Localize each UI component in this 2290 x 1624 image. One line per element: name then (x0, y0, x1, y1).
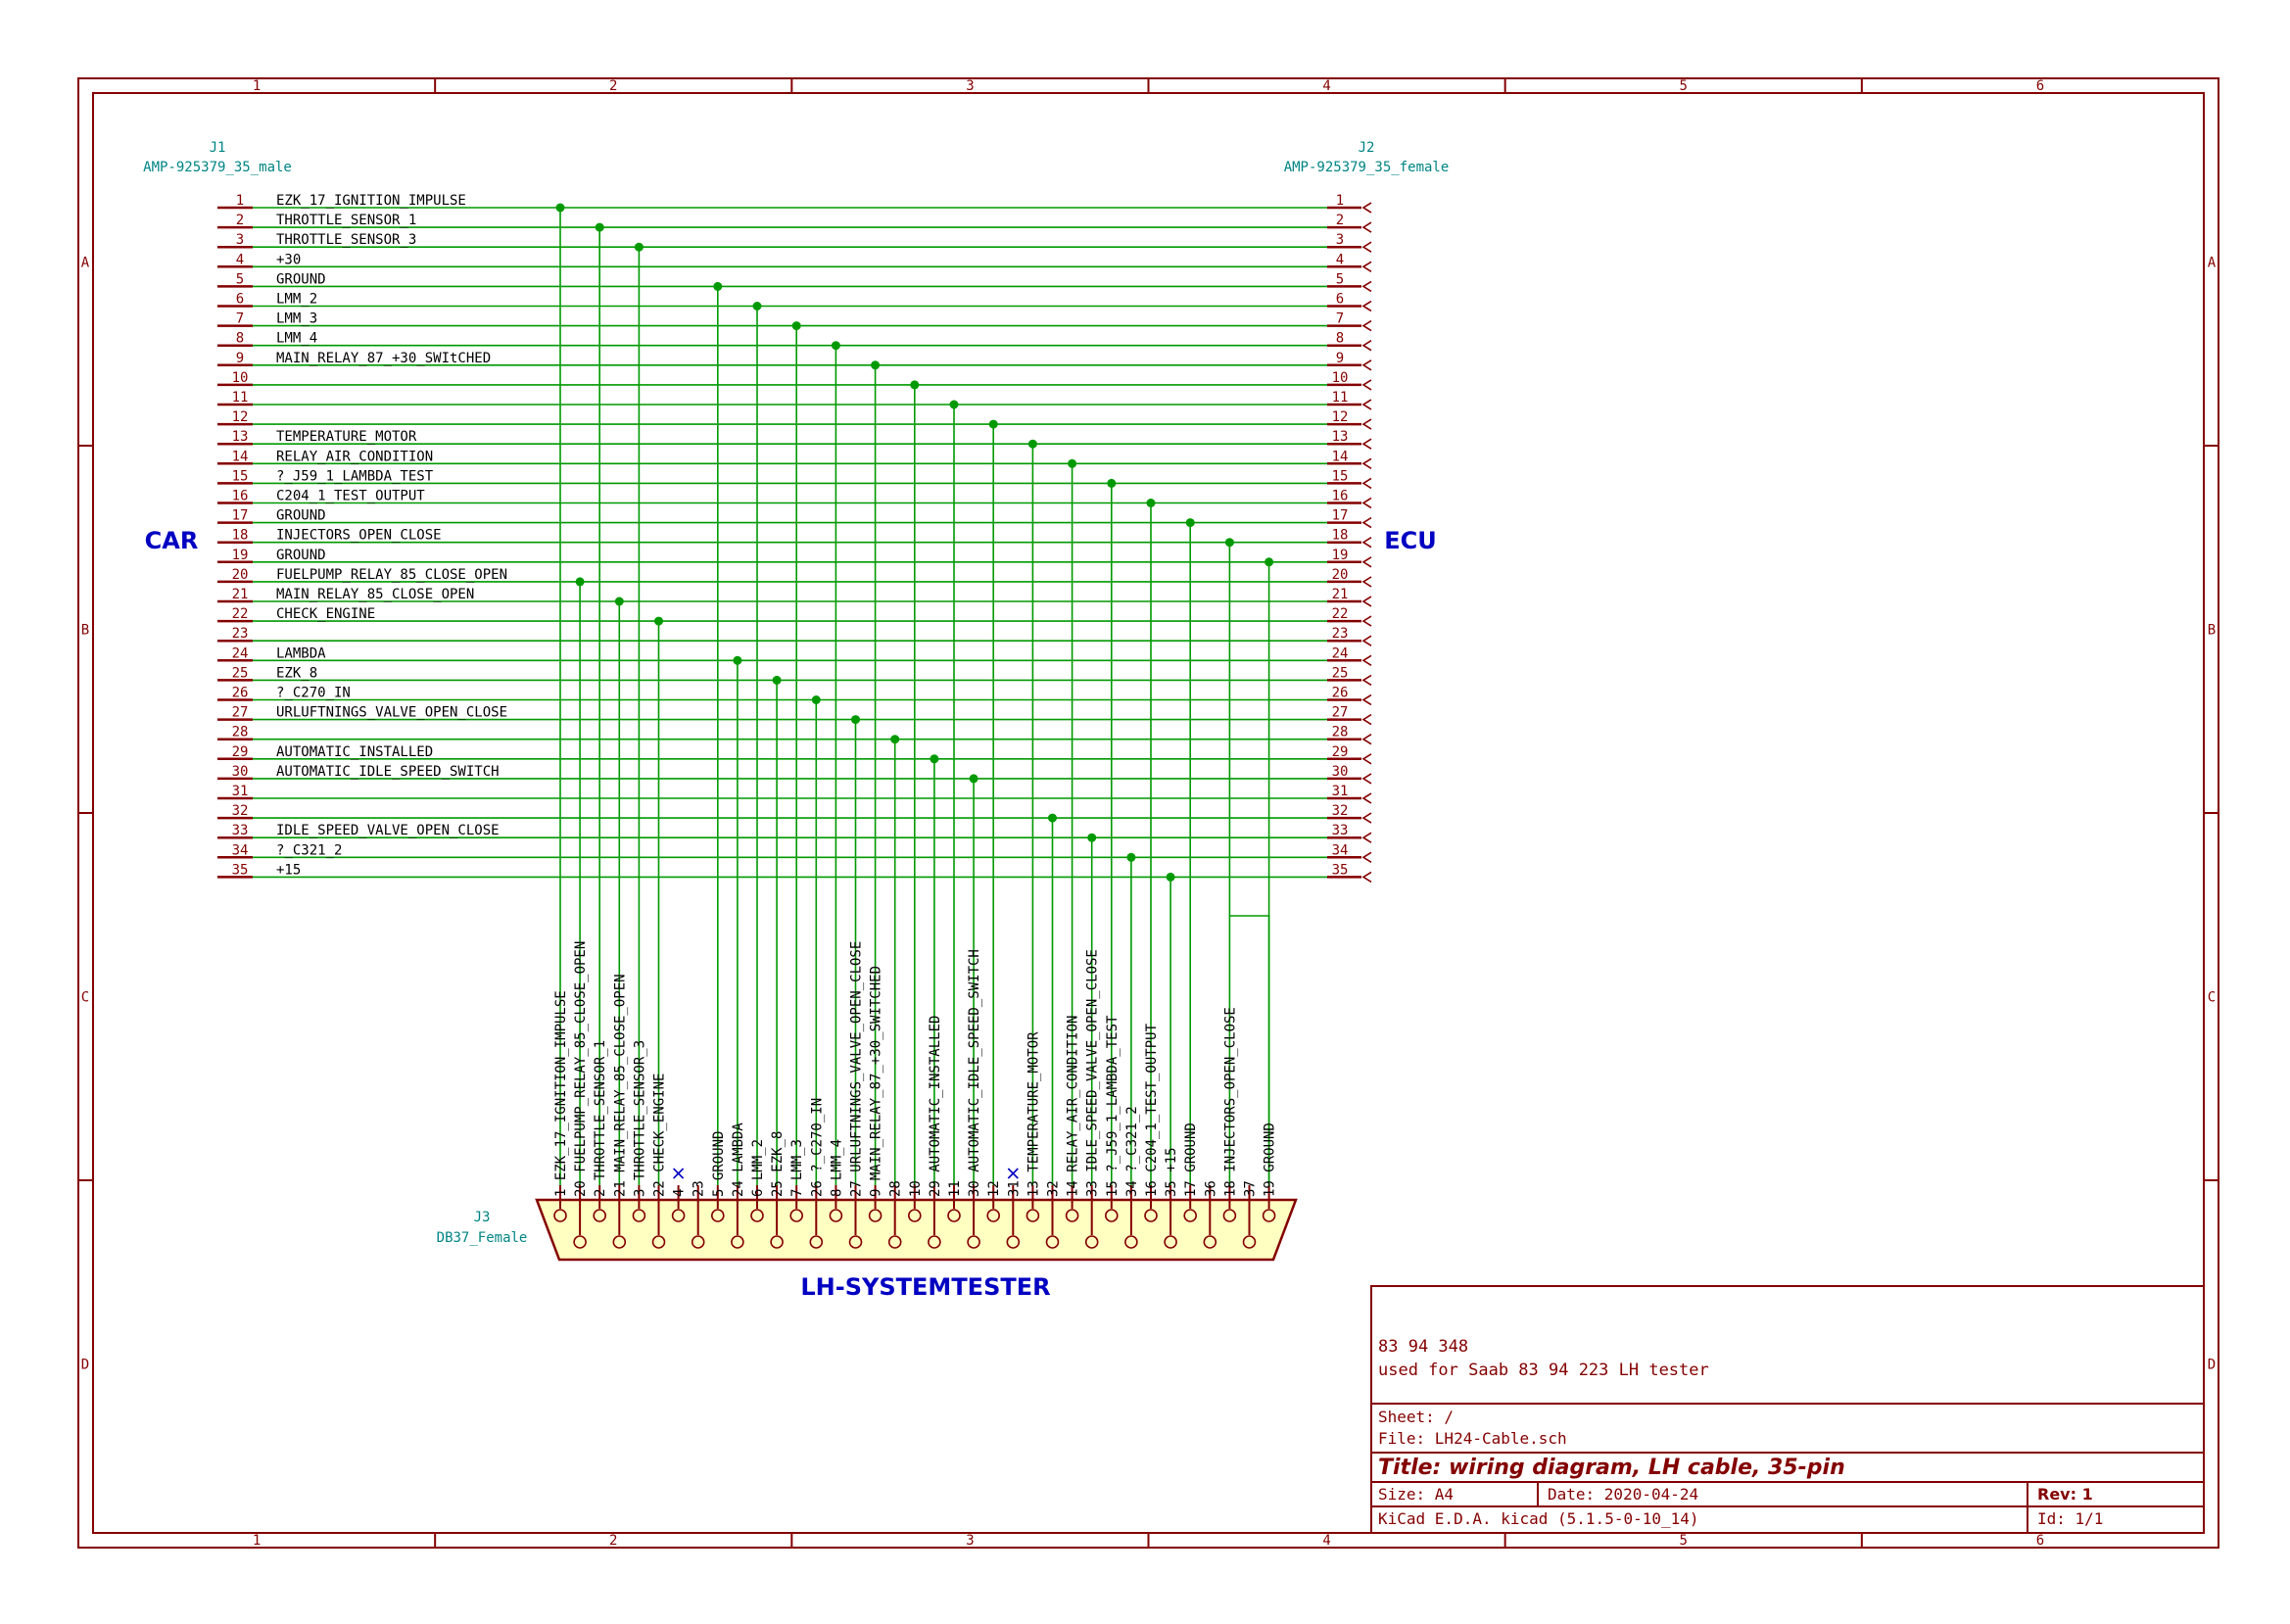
j2-socket-mark (1363, 754, 1371, 764)
j2-pin-number: 28 (1331, 724, 1349, 740)
j2-pin-number: 7 (1335, 310, 1345, 327)
j2-socket-mark (1363, 242, 1371, 252)
j1-pin-number: 1 (235, 193, 245, 209)
wire-junction (950, 401, 959, 409)
frame-row-label-left: A (80, 255, 90, 271)
wire-junction (733, 656, 741, 665)
j1-pin-signal-name: EZK_8 (276, 665, 318, 682)
j3-pin-label: 12 (986, 1180, 1003, 1197)
j1-pin-number: 19 (231, 547, 249, 563)
j1-value: AMP-925379_35_male (143, 160, 292, 175)
title-date: Date: 2020-04-24 (1548, 1485, 1699, 1504)
j1-pin-signal-name: +30 (276, 252, 302, 268)
j1-pin-signal-name: +15 (276, 862, 302, 879)
j1-pin-number: 31 (231, 784, 249, 799)
wire-junction (989, 420, 998, 429)
j1-pin-number: 24 (231, 645, 249, 662)
j2-socket-mark (1363, 400, 1371, 409)
j2-value: AMP-925379_35_female (1283, 160, 1450, 175)
j1-pin-number: 5 (235, 271, 245, 288)
j3-pin-label: 13 TEMPERATURE_MOTOR (1026, 1031, 1042, 1197)
j2-socket-mark (1363, 655, 1371, 665)
j2-socket-mark (1363, 597, 1371, 606)
j1-pin-number: 27 (231, 704, 249, 721)
frame-col-label-top: 4 (1322, 78, 1331, 94)
j2-socket-mark (1363, 321, 1371, 331)
wire-junction (871, 360, 880, 369)
title-sheet: Sheet: / (1378, 1408, 1455, 1426)
j3-pin-label: 36 (1203, 1180, 1219, 1197)
wire-junction (1167, 873, 1175, 882)
j1-pin-signal-name: AUTOMATIC_INSTALLED (276, 743, 434, 760)
j1-pin-signal-name: GROUND (276, 271, 326, 288)
j1-pin-signal-name: LMM_2 (276, 291, 318, 308)
j2-pin-number: 19 (1331, 547, 1349, 563)
j1-pin-number: 12 (231, 409, 249, 426)
j1-pin-signal-name: EZK_17_IGNITION_IMPULSE (276, 193, 466, 209)
j1-pin-signal-name: CHECK_ENGINE (276, 606, 376, 623)
j1-pin-signal-name: ?_J59_1_LAMBDA_TEST (276, 468, 434, 485)
j3-pin-label: 21 MAIN_RELAY_85_CLOSE_OPEN (612, 974, 629, 1197)
j2-socket-mark (1363, 636, 1371, 645)
j1-pin-number: 8 (235, 330, 245, 347)
j2-pin-number: 21 (1331, 587, 1349, 602)
j2-socket-mark (1363, 557, 1371, 567)
j3-connector-body (537, 1200, 1296, 1260)
wire-junction (910, 380, 919, 389)
j1-pin-number: 4 (235, 252, 245, 268)
j1-pin-signal-name: MAIN_RELAY_87_+30_SWItCHED (276, 350, 492, 366)
j1-pin-signal-name: THROTTLE_SENSOR_3 (276, 232, 417, 249)
j2-pin-number: 17 (1331, 507, 1349, 524)
j2-pin-number: 9 (1335, 350, 1345, 366)
j1-pin-signal-name: LMM_3 (276, 310, 318, 327)
wire-junction (1028, 440, 1037, 449)
j3-pin-label: 4 (671, 1188, 688, 1197)
frame-row-label-left: B (80, 622, 90, 639)
j3-pin-label: 30 AUTOMATIC_IDLE_SPEED_SWITCH (967, 949, 983, 1197)
wire-junction (596, 223, 604, 232)
j3-pin-label: 5 GROUND (710, 1130, 727, 1197)
j3-pin-label: 34 ?_C321_2 (1123, 1106, 1140, 1197)
frame-col-label-top: 5 (1679, 78, 1688, 94)
j2-socket-mark (1363, 380, 1371, 390)
j2-pin-number: 24 (1331, 645, 1349, 662)
j3-pin-label: 20 FUELPUMP_RELAY_85_CLOSE_OPEN (573, 940, 590, 1197)
wire-junction (792, 321, 801, 330)
j3-pin-label: 9 MAIN_RELAY_87_+30_SWITCHED (868, 965, 884, 1197)
j2-pin-number: 26 (1331, 685, 1349, 701)
j1-pin-signal-name: GROUND (276, 507, 326, 524)
j1-pin-number: 30 (231, 763, 249, 780)
frame-col-label-bottom: 1 (252, 1533, 262, 1549)
frame-col-label-bottom: 3 (966, 1533, 975, 1549)
j2-pin-number: 34 (1331, 842, 1349, 859)
frame-col-label-bottom: 4 (1322, 1533, 1331, 1549)
frame-row-label-right: C (2207, 989, 2217, 1006)
title-block (1371, 1286, 2204, 1533)
frame-row-label-right: A (2207, 255, 2217, 271)
wire-junction (753, 302, 762, 310)
j3-pin-label: 25 EZK_8 (770, 1130, 787, 1197)
j3-pin-label: 15 ?_J59_1_LAMBDA_TEST (1104, 1015, 1121, 1197)
j1-pin-number: 11 (231, 390, 249, 406)
ecu-label: ECU (1384, 527, 1437, 554)
title-rev: Rev: 1 (2037, 1485, 2093, 1504)
j1-pin-number: 17 (231, 507, 249, 524)
j2-socket-mark (1363, 616, 1371, 626)
j2-socket-mark (1363, 518, 1371, 528)
j1-pin-signal-name: THROTTLE_SENSOR_1 (276, 213, 417, 229)
frame-row-label-right: B (2207, 622, 2217, 639)
j3-pin-label: 37 (1242, 1180, 1259, 1197)
title-comment-2: used for Saab 83 94 223 LH tester (1378, 1361, 1709, 1380)
wire-junction (654, 617, 663, 626)
j2-pin-number: 20 (1331, 566, 1349, 583)
j3-pin-label: 7 LMM_3 (789, 1138, 806, 1197)
j1-pin-number: 7 (235, 310, 245, 327)
j1-pin-number: 33 (231, 823, 249, 839)
j2-pin-number: 35 (1331, 862, 1349, 879)
no-connect-marker (1008, 1169, 1018, 1178)
lh-systemtester-label: LH-SYSTEMTESTER (800, 1273, 1051, 1301)
j3-pin-label: 1 EZK_17_IGNITION_IMPULSE (553, 990, 569, 1197)
j2-socket-mark (1363, 281, 1371, 291)
j2-socket-mark (1363, 203, 1371, 213)
j1-pin-number: 35 (231, 862, 249, 879)
title-id: Id: 1/1 (2037, 1509, 2104, 1528)
j2-socket-mark (1363, 302, 1371, 311)
j2-socket-mark (1363, 695, 1371, 705)
j1-pin-number: 32 (231, 803, 249, 820)
j2-socket-mark (1363, 813, 1371, 823)
j3-pin-label: 2 THROTTLE_SENSOR_1 (593, 1039, 609, 1197)
j1-pin-signal-name: AUTOMATIC_IDLE_SPEED_SWITCH (276, 763, 500, 780)
j3-pin-label: 16 C204_1_TEST_OUTPUT (1144, 1023, 1160, 1197)
j2-pin-number: 12 (1331, 409, 1349, 426)
j1-pin-signal-name: URLUFTNINGS_VALVE_OPEN_CLOSE (276, 704, 508, 721)
frame-row-label-left: D (80, 1357, 90, 1373)
j1-pin-number: 9 (235, 350, 245, 366)
j1-pin-signal-name: IDLE_SPEED_VALVE_OPEN_CLOSE (276, 823, 500, 839)
frame-col-label-bottom: 2 (609, 1533, 618, 1549)
drawing-frame (78, 78, 2218, 1549)
connectors (217, 193, 1371, 1260)
j2-socket-mark (1363, 499, 1371, 508)
wire-junction (970, 774, 978, 783)
title-size: Size: A4 (1378, 1485, 1455, 1504)
j2-pin-number: 4 (1335, 252, 1345, 268)
no-connect-marker (674, 1169, 684, 1178)
j1-pin-number: 13 (231, 429, 249, 446)
j2-pin-number: 5 (1335, 271, 1345, 288)
j3-pin-label: 29 AUTOMATIC_INSTALLED (927, 1015, 943, 1197)
j1-pin-number: 28 (231, 724, 249, 740)
wire-junction (1147, 499, 1156, 507)
j2-socket-mark (1363, 833, 1371, 842)
wire-junction (930, 754, 938, 763)
j1-pin-signal-name: TEMPERATURE_MOTOR (276, 429, 417, 446)
wire-junction (1126, 853, 1135, 862)
j3-pin-label: 35 +15 (1164, 1147, 1180, 1197)
j2-socket-mark (1363, 852, 1371, 862)
wire-junction (576, 577, 585, 586)
wire-junction (1264, 557, 1273, 566)
j2-pin-number: 2 (1335, 213, 1345, 229)
wire-junction (773, 676, 782, 685)
j3-pin-label: 28 (887, 1180, 904, 1197)
j2-pin-number: 15 (1331, 468, 1349, 485)
j1-pin-number: 29 (231, 743, 249, 760)
j3-pin-label: 17 GROUND (1183, 1122, 1200, 1197)
j1-pin-number: 20 (231, 566, 249, 583)
j3-value: DB37_Female (436, 1230, 528, 1246)
frame-outer (78, 78, 2218, 1548)
j3-pin-label: 19 GROUND (1262, 1122, 1278, 1197)
j2-pin-number: 1 (1335, 193, 1345, 209)
wire-junction (1186, 518, 1195, 527)
j2-socket-mark (1363, 341, 1371, 351)
j2-pin-number: 8 (1335, 330, 1345, 347)
j3-reference: J3 (473, 1210, 491, 1225)
j1-pin-number: 25 (231, 665, 249, 682)
j1-pin-number: 23 (231, 626, 249, 643)
j2-socket-mark (1363, 538, 1371, 548)
j1-pin-number: 16 (231, 488, 249, 504)
wire-junction (713, 282, 722, 291)
j2-pin-number: 10 (1331, 369, 1349, 386)
j2-socket-mark (1363, 360, 1371, 370)
j3-pin-label: 22 CHECK_ENGINE (651, 1073, 668, 1197)
frame-col-label-bottom: 5 (1679, 1533, 1688, 1549)
j1-pin-signal-name: RELAY_AIR_CONDITION (276, 449, 434, 465)
title-comment-1: 83 94 348 (1378, 1337, 1469, 1357)
j2-pin-number: 16 (1331, 488, 1349, 504)
j3-pin-label: 27 URLUFTNINGS_VALVE_OPEN_CLOSE (848, 940, 865, 1197)
j2-pin-number: 32 (1331, 803, 1349, 820)
frame-col-label-top: 2 (609, 78, 618, 94)
j2-reference: J2 (1358, 140, 1375, 156)
frame-row-label-left: C (80, 989, 90, 1006)
j2-socket-mark (1363, 222, 1371, 232)
j2-socket-mark (1363, 478, 1371, 488)
j1-pin-signal-name: GROUND (276, 547, 326, 563)
j1-pin-number: 34 (231, 842, 249, 859)
j2-socket-mark (1363, 872, 1371, 882)
j1-pin-signal-name: INJECTORS_OPEN_CLOSE (276, 527, 442, 544)
j1-pin-signal-name: MAIN_RELAY_85_CLOSE_OPEN (276, 587, 475, 602)
j1-pin-number: 18 (231, 527, 249, 544)
j3-pin-label: 26 ?_C270_IN (809, 1097, 826, 1197)
j1-pin-number: 26 (231, 685, 249, 701)
frame-col-label-bottom: 6 (2035, 1533, 2045, 1549)
j2-pin-number: 6 (1335, 291, 1345, 308)
j3-pin-label: 24 LAMBDA (730, 1122, 746, 1197)
title-file: File: LH24-Cable.sch (1378, 1429, 1567, 1448)
j1-pin-number: 2 (235, 213, 245, 229)
j2-socket-mark (1363, 262, 1371, 271)
j3-pin-label: 23 (691, 1180, 707, 1197)
j2-pin-number: 27 (1331, 704, 1349, 721)
wire-junction (1087, 834, 1096, 842)
j3-pin-label: 11 (947, 1180, 963, 1197)
frame-col-label-top: 1 (252, 78, 262, 94)
frame-col-label-top: 6 (2035, 78, 2045, 94)
j2-socket-mark (1363, 793, 1371, 803)
j1-pin-signal-name: FUELPUMP_RELAY_85_CLOSE_OPEN (276, 566, 508, 583)
j2-socket-mark (1363, 458, 1371, 468)
j1-pin-signal-name: LAMBDA (276, 645, 326, 662)
j3-pin-label: 32 (1045, 1180, 1062, 1197)
j2-socket-mark (1363, 774, 1371, 784)
j3-pin-label: 8 LMM_4 (829, 1138, 845, 1197)
j1-pin-number: 10 (231, 369, 249, 386)
j2-pin-number: 22 (1331, 606, 1349, 623)
j1-pin-number: 15 (231, 468, 249, 485)
frame-inner (93, 93, 2204, 1533)
frame-col-label-top: 3 (966, 78, 975, 94)
j2-socket-mark (1363, 419, 1371, 429)
title-text: Title: wiring diagram, LH cable, 35-pin (1378, 1456, 1845, 1480)
j1-pin-signal-name: ?_C321_2 (276, 842, 343, 859)
j2-socket-mark (1363, 675, 1371, 685)
wire-junction (1048, 814, 1057, 823)
wire-junction (1107, 479, 1116, 488)
wire-junction (890, 735, 899, 743)
j2-pin-number: 3 (1335, 232, 1345, 249)
j1-reference: J1 (209, 140, 226, 156)
j2-socket-mark (1363, 577, 1371, 587)
j1-pin-signal-name: ?_C270_IN (276, 685, 351, 701)
j1-pin-number: 6 (235, 291, 245, 308)
j3-pin-label: 18 INJECTORS_OPEN_CLOSE (1222, 1007, 1239, 1197)
j1-pin-signal-name: LMM_4 (276, 330, 318, 347)
j3-pin-label: 14 RELAY_AIR_CONDITION (1065, 1015, 1081, 1197)
car-label: CAR (144, 527, 199, 554)
j2-pin-number: 30 (1331, 763, 1349, 780)
j1-pin-number: 3 (235, 232, 245, 249)
j1-pin-number: 14 (231, 449, 249, 465)
j2-pin-number: 23 (1331, 626, 1349, 643)
j2-pin-number: 31 (1331, 784, 1349, 799)
wire-junction (832, 341, 840, 350)
title-tool: KiCad E.D.A. kicad (5.1.5-0-10_14) (1378, 1509, 1699, 1528)
j2-pin-number: 11 (1331, 390, 1349, 406)
wire-junction (812, 695, 821, 704)
j3-pin-label: 3 THROTTLE_SENSOR_3 (632, 1039, 648, 1197)
j2-pin-number: 29 (1331, 743, 1349, 760)
j2-pin-number: 13 (1331, 429, 1349, 446)
wire-junction (851, 715, 860, 724)
j3-pin-label: 33 IDLE_SPEED_VALVE_OPEN_CLOSE (1084, 949, 1101, 1197)
j3-pin-label: 31 (1006, 1180, 1023, 1197)
wire-junction (556, 204, 565, 213)
j1-pin-number: 21 (231, 587, 249, 602)
j2-socket-mark (1363, 715, 1371, 725)
j2-pin-number: 18 (1331, 527, 1349, 544)
j1-pin-signal-name: C204_1_TEST_OUTPUT (276, 488, 425, 504)
frame-row-label-right: D (2207, 1357, 2217, 1373)
wire-junction (635, 243, 644, 252)
j2-pin-number: 25 (1331, 665, 1349, 682)
j3-pin-label: 6 LMM_2 (750, 1138, 766, 1197)
j2-socket-mark (1363, 735, 1371, 744)
j2-socket-mark (1363, 439, 1371, 449)
j2-pin-number: 33 (1331, 823, 1349, 839)
j2-pin-number: 14 (1331, 449, 1349, 465)
wire-junction (1225, 538, 1234, 547)
j3-pin-label: 10 (907, 1180, 924, 1197)
j1-pin-number: 22 (231, 606, 249, 623)
wire-junction (1068, 459, 1076, 468)
wire-junction (615, 597, 624, 606)
